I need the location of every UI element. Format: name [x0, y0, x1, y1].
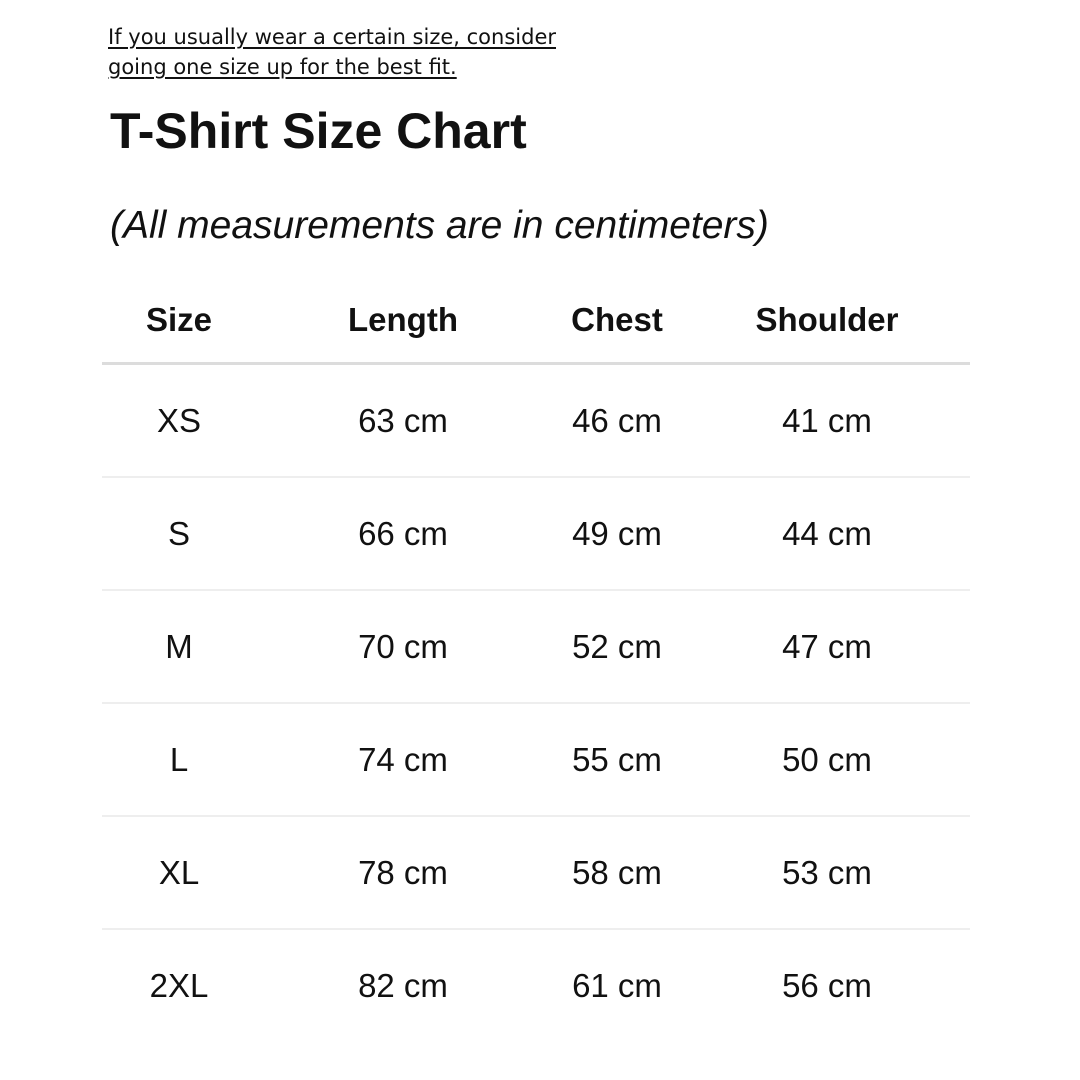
- column-header-size: Size: [102, 278, 256, 364]
- table-row: [102, 477, 970, 590]
- column-header-shoulder: Shoulder: [684, 278, 970, 364]
- table-row: [102, 703, 970, 816]
- shoulder-cell: 53 cm: [684, 816, 970, 929]
- chest-cell: 52 cm: [550, 590, 684, 703]
- page-title: T-Shirt Size Chart: [110, 103, 527, 159]
- length-cell: 78 cm: [256, 816, 550, 929]
- chest-cell: 46 cm: [550, 364, 684, 478]
- shoulder-cell: 56 cm: [782, 966, 872, 1004]
- length-cell: 74 cm: [256, 703, 550, 816]
- fit-advice-line-2: going one size up for the best fit.: [108, 55, 457, 79]
- shoulder-cell: 47 cm: [684, 590, 970, 703]
- size-cell: XS: [102, 364, 256, 478]
- column-header-chest: Chest: [550, 278, 684, 364]
- size-chart-table: [102, 278, 970, 1041]
- shoulder-cell: 50 cm: [684, 703, 970, 816]
- shoulder-cell: 44 cm: [684, 477, 970, 590]
- length-cell: 82 cm: [358, 966, 448, 1004]
- fit-advice-note: [108, 22, 556, 82]
- chest-cell: 61 cm: [572, 966, 662, 1004]
- shoulder-cell: 41 cm: [684, 364, 970, 478]
- chest-cell: 58 cm: [550, 816, 684, 929]
- table-row: [102, 590, 970, 703]
- size-cell: XL: [102, 816, 256, 929]
- table-row: [102, 364, 970, 478]
- size-cell: M: [102, 590, 256, 703]
- size-cell: L: [102, 703, 256, 816]
- length-cell: 70 cm: [256, 590, 550, 703]
- table-row: [102, 816, 970, 929]
- chest-cell: 49 cm: [550, 477, 684, 590]
- table-row: [102, 929, 970, 1041]
- chest-cell: 55 cm: [550, 703, 684, 816]
- column-header-length: Length: [256, 278, 550, 364]
- size-cell: 2XL: [149, 966, 209, 1004]
- length-cell: 66 cm: [256, 477, 550, 590]
- units-subtitle: (All measurements are in centimeters): [110, 204, 769, 247]
- length-cell: 63 cm: [256, 364, 550, 478]
- fit-advice-line-1: If you usually wear a certain size, consider: [108, 25, 556, 49]
- table-header-row: [102, 278, 970, 364]
- size-cell: S: [102, 477, 256, 590]
